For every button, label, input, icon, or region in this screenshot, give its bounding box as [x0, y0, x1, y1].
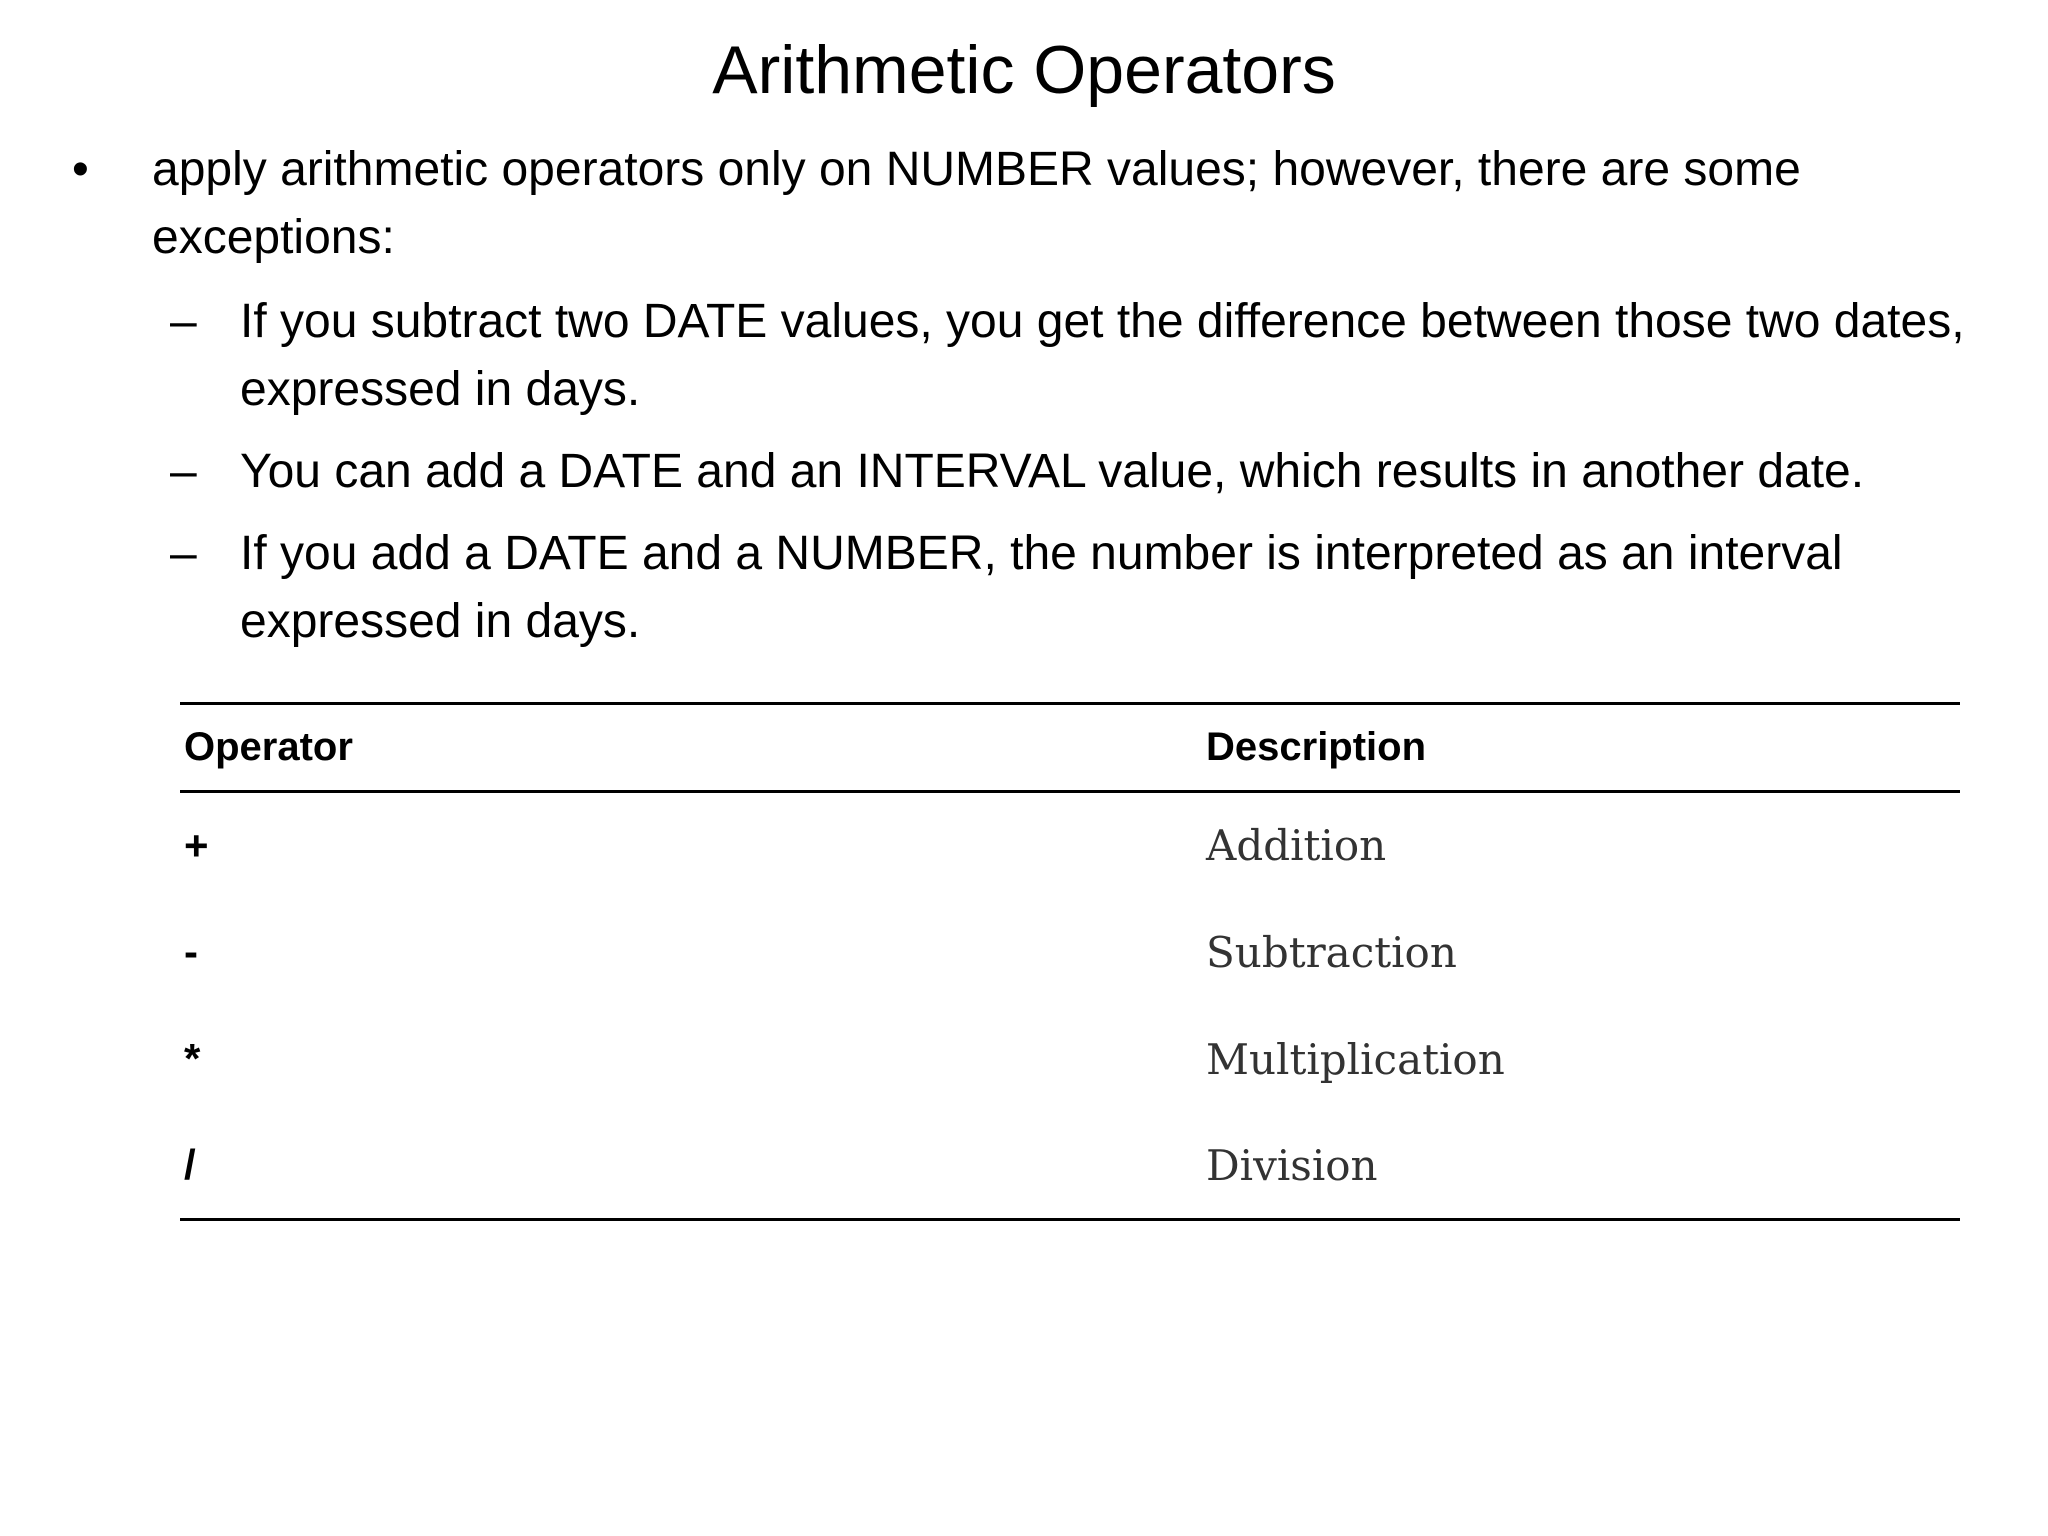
operators-table — [180, 702, 1960, 1221]
sub-bullet-marker: – — [170, 445, 197, 498]
sub-bullet-text: You can add a DATE and an INTERVAL value, which results in another date. — [240, 445, 1865, 498]
description-cell: Division — [1206, 1140, 1378, 1190]
operator-column-header: Operator — [180, 704, 1202, 792]
sub-bullet-item — [170, 288, 1990, 424]
table-row — [180, 899, 1960, 1006]
operator-cell: + — [184, 821, 209, 869]
operator-cell: * — [184, 1035, 201, 1082]
description-cell: Addition — [1206, 821, 1387, 871]
main-bullet — [72, 136, 1992, 272]
sub-bullet-text: If you subtract two DATE values, you get the difference between those two dates, expressed in days. — [240, 295, 1965, 416]
description-column-header: Description — [1202, 704, 1960, 792]
operator-cell: / — [184, 1141, 196, 1189]
sub-bullet-item — [170, 438, 1990, 506]
sub-bullet-text: If you add a DATE and a NUMBER, the number is interpreted as an interval expressed in days. — [240, 527, 1843, 648]
bullet-marker: • — [72, 143, 89, 196]
table-header-row — [180, 704, 1960, 792]
sub-bullet-list — [170, 288, 1990, 670]
table-row — [180, 1006, 1960, 1113]
table-row — [180, 792, 1960, 899]
operator-cell: - — [184, 928, 198, 975]
main-bullet-text: apply arithmetic operators only on NUMBER values; however, there are some exceptions: — [152, 143, 1801, 264]
sub-bullet-marker: – — [170, 527, 197, 580]
table-row — [180, 1113, 1960, 1220]
sub-bullet-item — [170, 520, 1990, 656]
description-cell: Subtraction — [1206, 927, 1457, 977]
sub-bullet-marker: – — [170, 295, 197, 348]
slide-title: Arithmetic Operators — [712, 32, 1336, 108]
description-cell: Multiplication — [1206, 1034, 1505, 1084]
